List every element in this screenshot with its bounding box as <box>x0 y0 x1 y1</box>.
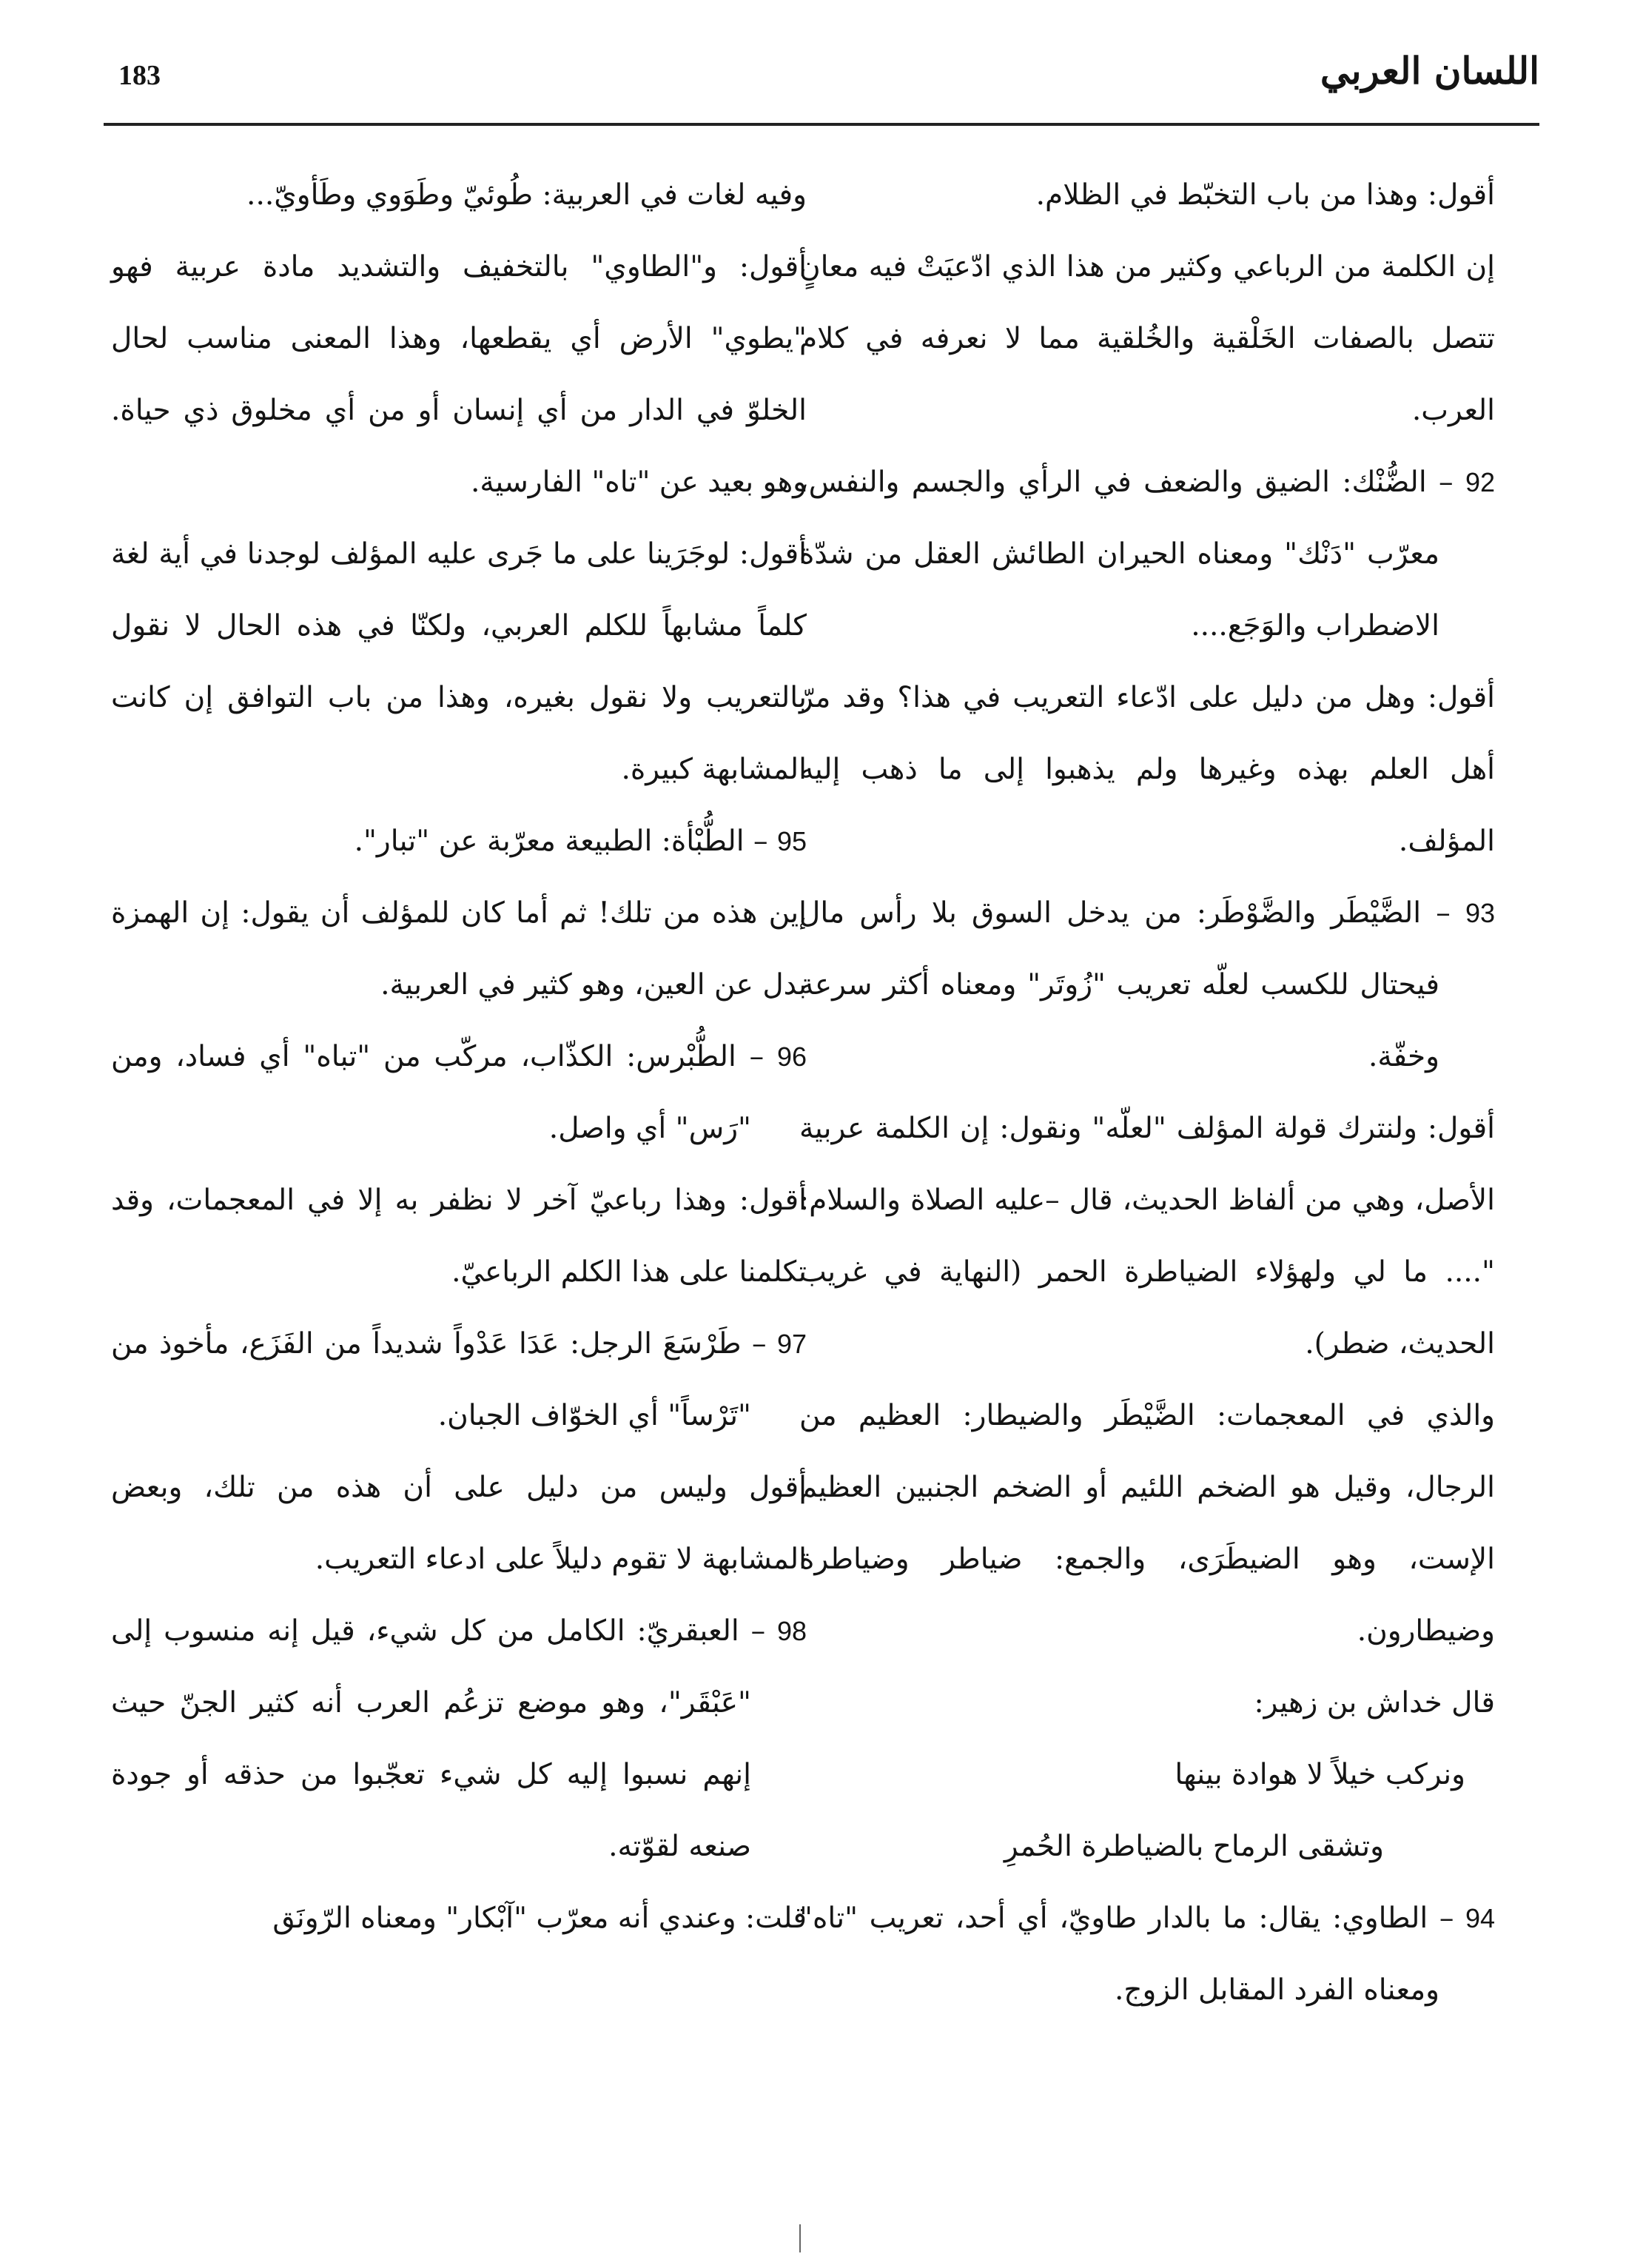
body-paragraph: إن الكلمة من الرباعي وكثير من هذا الذي ادّعيَتْ فيه معانٍ تتصل بالصفات الخَلْقية والخُلقية مما لا نعرفه في كلام العرب. <box>799 250 1495 427</box>
glossary-entry <box>111 1021 807 1164</box>
column-divider-mark <box>799 2224 801 2252</box>
body-paragraph: أقول وليس من دليل على أن هذه من تلك، وبعض المشابهة لا تقوم دليلاً على ادعاء التعريب. <box>111 1471 807 1576</box>
body-paragraph: إين هذه من تلك! ثم أما كان للمؤلف أن يقول: إن الهمزة بدل عن العين، وهو كثير في العربية. <box>111 896 807 1002</box>
entry-number: 95 <box>776 826 807 856</box>
page-number: 183 <box>118 60 161 91</box>
glossary-entry <box>111 805 807 877</box>
entry-number: 98 <box>776 1616 807 1646</box>
body-paragraph: وفيه لغات في العربية: طُوئيّ وطَوَوي وطَأويّ... <box>246 178 807 212</box>
entry-text: – العبقريّ: الكامل من كل شيء، قيل إنه منسوب إلى "عَبْقَر"، وهو موضع تزعُم العرب أنه كثير الجنّ حيث إنهم نسبوا إليه كل شيء تعجّبوا من حذقه أو جودة صنعه لقوّته. <box>111 1614 777 1863</box>
entry-number: 97 <box>776 1329 807 1359</box>
poem-verse: ونركب خيلاً لا هوادة بينها <box>1175 1758 1465 1791</box>
left-column <box>111 159 807 1954</box>
glossary-entry <box>799 1882 1495 2026</box>
body-paragraph: قال خداش بن زهير: <box>1254 1686 1495 1720</box>
entry-number: 96 <box>776 1041 807 1072</box>
entry-text: – الطُّبْأة: الطبيعة معرّبة عن "تبار". <box>354 825 777 858</box>
body-paragraph: أقول: و"الطاوي" بالتخفيف والتشديد مادة عربية فهو "يطوي" الأرض أي يقطعها، وهذا المعنى مناسب لحال الخلوّ في الدار من أي إنسان أو من أي مخلوق ذي حياة. وهو بعيد عن "تاه" الفارسية. <box>111 250 807 499</box>
body-paragraph: قلت: وعندي أنه معرّب "آبْكار" ومعناه الرّونَق <box>272 1902 807 1935</box>
entry-text: – الطُّبْرس: الكذّاب، مركّب من "تباه" أي فساد، ومن "رَس" أي واصل. <box>111 1040 777 1145</box>
entry-text: – طَرْسَعَ الرجل: عَدَا عَدْواً شديداً من الفَزَع، مأخوذ من "تَرْساً" أي الخوّاف الجبان. <box>111 1327 777 1432</box>
body-paragraph: أقول: وهل من دليل على ادّعاء التعريب في هذا؟ وقد مرّ أهل العلم بهذه وغيرها ولم يذهبوا إلى ما ذهب إليه المؤلف. <box>799 681 1495 858</box>
poem-verse: وتشقى الرماح بالضياطرة الحُمرِ <box>1004 1830 1384 1863</box>
glossary-entry <box>799 446 1495 662</box>
header-divider <box>104 123 1539 126</box>
right-column <box>799 159 1495 2026</box>
page-header <box>104 44 1539 126</box>
body-paragraph: أقول: لوجَرَينا على ما جَرى عليه المؤلف لوجدنا في أية لغة كلماً مشابهاً للكلم العربي، ولكنّا في هذه الحال لا نقول بالتعريب ولا نقول بغيره، وهذا من باب التوافق إن كانت المشابهة كبيرة. <box>111 537 807 786</box>
body-paragraph: أقول: وهذا من باب التخبّط في الظلام. <box>1035 178 1495 212</box>
entry-text: – الضَّيْطَر والضَّوْطَر: من يدخل السوق بلا رأس مال فيحتال للكسب لعلّه تعريب "زُوتَر" ومعناه أكثر سرعة وخفّة. <box>799 896 1465 1073</box>
entry-number: 93 <box>1465 898 1495 928</box>
glossary-entry <box>111 1308 807 1452</box>
glossary-entry <box>111 1595 807 1882</box>
body-paragraph: أقول: ولنترك قولة المؤلف "لعلّه" ونقول: إن الكلمة عربية الأصل، وهي من ألفاظ الحديث، قال –عليه الصلاة والسلام: ".... ما لي ولهؤلاء الضياطرة الحمر (النهاية في غريب الحديث، ضطر). <box>799 1112 1495 1361</box>
entry-number: 94 <box>1465 1903 1495 1933</box>
glossary-entry <box>799 877 1495 1093</box>
entry-text: – الضُّنْك: الضيق والضعف في الرأي والجسم والنفس، معرّب "دَنْك" ومعناه الحيران الطائش العقل من شدّة الاضطراب والوَجَع.... <box>799 466 1465 643</box>
entry-text: – الطاوي: يقال: ما بالدار طاويّ، أي أحد، تعريب "تاه" ومعناه الفرد المقابل الزوج. <box>799 1902 1465 2007</box>
journal-title: اللسان العربي <box>1320 49 1539 93</box>
entry-number: 92 <box>1465 467 1495 497</box>
body-paragraph: أقول: وهذا رباعيّ آخر لا نظفر به إلا في المعجمات، وقد تكلمنا على هذا الكلم الرباعيّ. <box>111 1184 807 1289</box>
body-paragraph: والذي في المعجمات: الضَّيْطَر والضيطار: العظيم من الرجال، وقيل هو الضخم اللئيم أو الضخم الجنبين العظيم الإست، وهو الضيطَرَى، والجمع: ضياطر وضياطرة وضيطارون. <box>799 1399 1495 1648</box>
